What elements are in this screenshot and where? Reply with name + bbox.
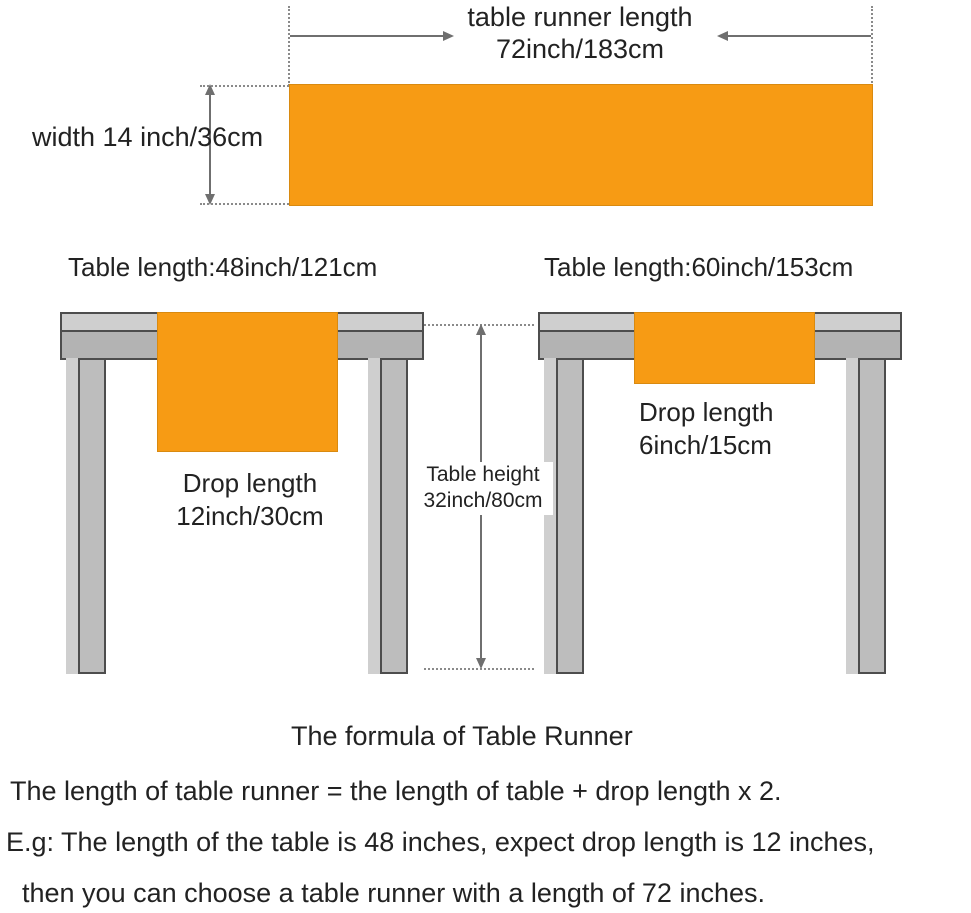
table-right-drop-label — [639, 396, 773, 461]
table-height-arrow-bottom-head — [476, 658, 486, 669]
runner-left-guide — [288, 6, 290, 86]
table-runner-shape — [289, 84, 873, 206]
runner-length-label — [340, 2, 820, 66]
table-height-arrow-top-head — [476, 324, 486, 335]
formula-line-3: then you can choose a table runner with a length of 72 inches. — [22, 878, 766, 908]
table-right-leg-back-highlight — [846, 358, 860, 674]
table-left-drop-label — [160, 467, 340, 532]
table-height-label-line1: Table height — [426, 463, 540, 486]
runner-length-label-line1: table runner length — [467, 2, 693, 32]
table-right-runner-drape — [634, 312, 815, 384]
runner-width-label: width 14 inch/36cm — [32, 122, 264, 152]
formula-line-1: The length of table runner = the length of table + drop length x 2. — [10, 776, 782, 806]
runner-width-arrow-top-head — [205, 84, 215, 95]
table-right-drop-label-line1: Drop length — [639, 397, 774, 427]
table-right-drop-label-line2: 6inch/15cm — [639, 429, 772, 460]
table-left-runner-drape — [157, 312, 338, 452]
table-left-drop-label-line2: 12inch/30cm — [176, 500, 324, 531]
table-left-title: Table length:48inch/121cm — [68, 252, 378, 282]
table-left-drop-label-line1: Drop length — [182, 468, 318, 498]
runner-width-arrow-bottom-head — [205, 194, 215, 205]
table-height-label-line2: 32inch/80cm — [423, 489, 543, 513]
formula-line-2: E.g: The length of the table is 48 inches, expect drop length is 12 inches, — [6, 827, 875, 857]
table-height-label — [413, 462, 553, 515]
formula-title: The formula of Table Runner — [291, 721, 633, 751]
runner-right-guide — [871, 6, 873, 86]
runner-length-label-line2: 72inch/183cm — [495, 33, 665, 64]
table-left-leg-front-highlight — [66, 358, 80, 674]
table-right-title: Table length:60inch/153cm — [544, 252, 854, 282]
table-left-leg-back-highlight — [368, 358, 382, 674]
table-right-leg-front-highlight — [544, 358, 558, 674]
